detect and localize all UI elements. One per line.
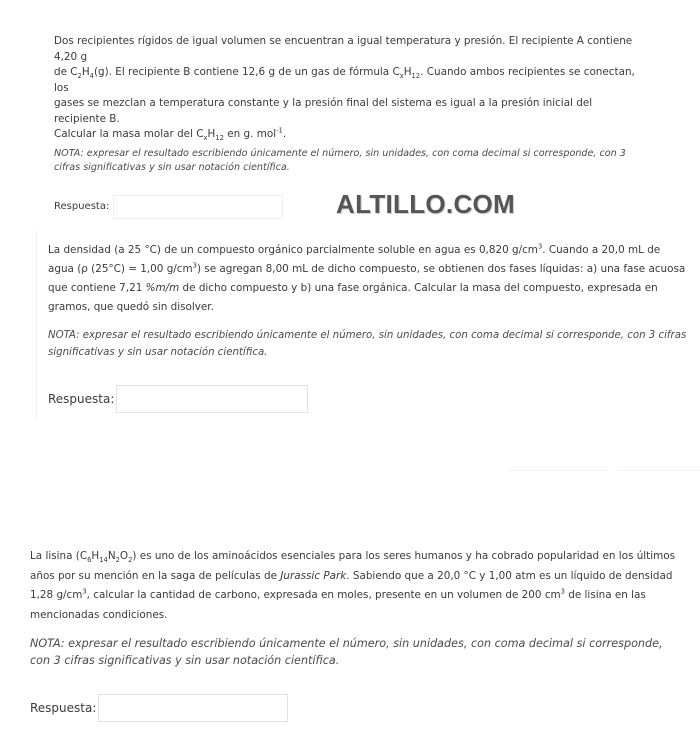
- question-2: [48, 241, 688, 413]
- question-2-answer-label: Respuesta:: [48, 392, 115, 406]
- question-1-answer-input[interactable]: [113, 195, 283, 219]
- question-2-answer-input[interactable]: [116, 385, 308, 413]
- question-3-answer-input[interactable]: [98, 694, 288, 722]
- question-2-text: La densidad (a 25 °C) de un compuesto orgánico parcialmente soluble en agua es 0,820 $g/cm^3$. Cuando a 20,0 mL de agua (ρ (25°C) = 1,00 $g/cm^3$) se agregan 8,00 mL de dicho compuesto, se obtienen dos fases líquidas: a) una fase acuosa que contiene 7,21 %m/m de dicho compuesto y b) una fase orgánica. Calcular la masa del compuesto, expresada en gramos, que quedó sin disolver.: [48, 242, 686, 313]
- question-2-answer-row: [48, 385, 688, 413]
- question-3: [30, 547, 680, 722]
- question-3-answer-row: [30, 694, 680, 722]
- watermark-logo: ALTILLO.COM: [336, 189, 516, 219]
- question-3-note: NOTA: expresar el resultado escribiendo únicamente el número, sin unidades, con coma decimal si corresponde, con 3 cifras significativas y sin usar notación científica.: [30, 637, 663, 667]
- divider-line: [618, 470, 700, 471]
- question-2-note: NOTA: expresar el resultado escribiendo únicamente el número, sin unidades, con coma decimal si corresponde, con 3 cifras significativas y sin usar notación científica.: [48, 330, 687, 358]
- question-3-text: La lisina $(C_6H_{14}N_2O_2)$ es uno de los aminoácidos esenciales para los seres humanos y ha cobrado popularidad en los últimos años por su mención en la saga de películas de Jurassic Park. Sabiendo que a 20,0 °C y 1,00 atm es un líquido de densidad 1,28 $g/cm^3$, calcular la cantidad de carbono, expresada en moles, presente en un volumen de 200 $cm^3$ de lisina en las mencionadas condiciones.: [30, 550, 676, 621]
- question-1-note: NOTA: expresar el resultado escribiendo únicamente el número, sin unidades, con coma decimal si corresponde, con 3 cifras significativas y sin usar notación científica.: [54, 147, 626, 173]
- question-1-answer-label: Respuesta:: [54, 201, 110, 212]
- divider-line: [508, 470, 608, 471]
- question-3-answer-label: Respuesta:: [30, 701, 97, 715]
- question-1-text: Dos recipientes rígidos de igual volumen se encuentran a igual temperatura y presión. El recipiente A contiene 4,20 g de $C_2H_4(g)$. El recipiente B contiene 12,6 g de un gas de fórmula $C_xH_{12}$. Cuando ambos recipientes se conectan, los gases se mezclan a temperatura constante y la presión final del sistema es igual a la presión inicial del recipiente B. Calcular la masa molar del $C_xH_{12}$ en g. mol$^{-1}$.: [54, 35, 635, 143]
